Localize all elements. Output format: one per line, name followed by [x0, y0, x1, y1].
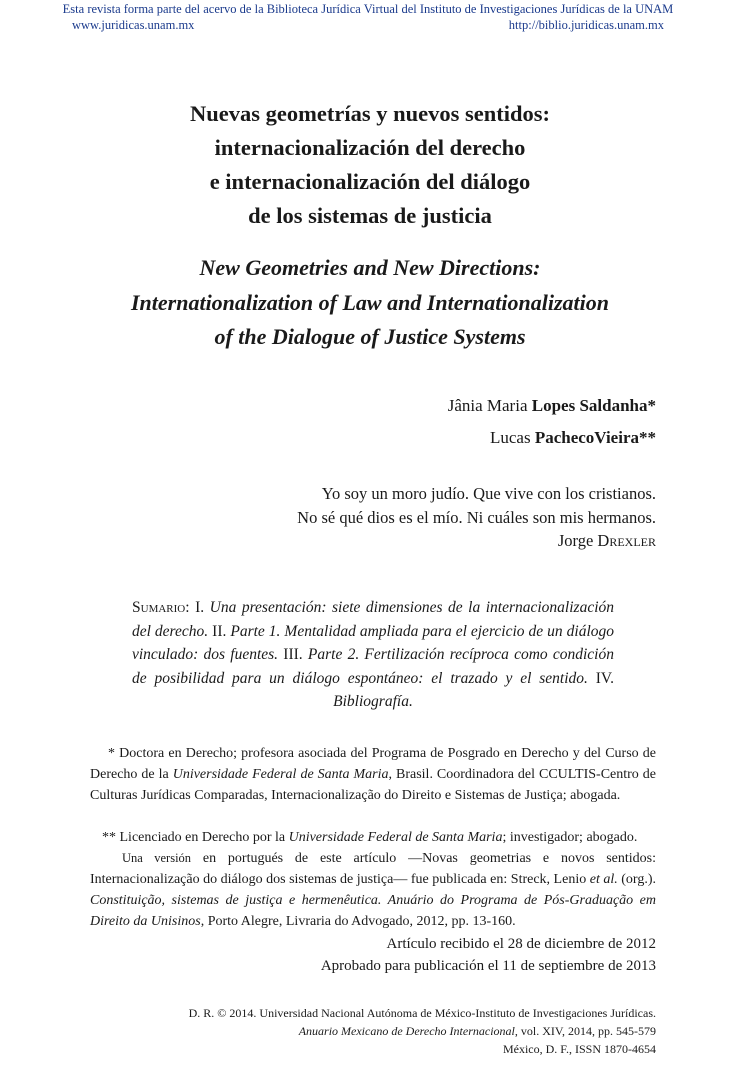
- footnote-2-marker: **: [102, 830, 116, 845]
- summary-section: Parte 1. Mentalidad ampliada para el ejercicio de un diálogo vinculado: dos fuentes.: [132, 622, 614, 663]
- author-2-first-name: Lucas: [489, 428, 531, 447]
- footnote-2-university: Universidade Federal de Santa Maria: [288, 830, 503, 845]
- summary-num: III.: [283, 646, 303, 663]
- approved-date: Aprobado para publicación el 11 de septiembre de 2013: [320, 958, 656, 974]
- issn-line: México, D. F., ISSN 1870-4654: [502, 1042, 656, 1056]
- epigraph-line: Yo soy un moro judío. Que vive con los cristianos.: [321, 484, 656, 503]
- title-en-line: Internationalization of Law and Internationalization: [130, 289, 610, 315]
- title-es-line: Nuevas geometrías y nuevos sentidos:: [190, 101, 550, 126]
- summary-label: Sumario:: [132, 599, 190, 616]
- juridicas-url-link[interactable]: www.juridicas.unam.mx: [72, 18, 195, 32]
- epigraph-author-last: Drexler: [597, 531, 656, 550]
- journal-volume: , vol. XIV, 2014, pp. 545-579: [514, 1024, 656, 1038]
- title-en-line: of the Dialogue of Justice Systems: [214, 324, 526, 349]
- summary-num: IV.: [595, 669, 614, 687]
- received-date: Artículo recibido el 28 de diciembre de 2012: [386, 936, 656, 952]
- title-es-line: de los sistemas de justicia: [248, 203, 492, 228]
- footnote-3-lead: Una versión: [122, 851, 192, 865]
- footnote-2-text-end: ; investigador; abogado.: [502, 830, 638, 845]
- epigraph-author-first: Jorge: [557, 531, 594, 550]
- footnote-2: [90, 827, 656, 848]
- footnote-1-university: Universidade Federal de Santa Maria: [172, 767, 389, 782]
- footnote-3-text-end: , Porto Alegre, Livraria do Advogado, 2012, pp. 13-160.: [200, 914, 516, 929]
- epigraph-author: [558, 531, 656, 551]
- journal-name: Anuario Mexicano de Derecho Internacional: [298, 1024, 515, 1038]
- footnote-3-etal: et al.: [589, 872, 618, 887]
- epigraph-line: No sé qué dios es el mío. Ni cuáles son mis hermanos.: [297, 508, 656, 527]
- title-en-line: New Geometries and New Directions:: [199, 255, 541, 280]
- summary-section: Una presentación: siete dimensiones de la internacionalización del derecho.: [132, 599, 615, 640]
- journal-citation: [299, 1024, 656, 1039]
- footnote-3-text: en portugués de este artículo —Novas geometrias e novos sentidos: Internacionalização do diálogo dos sistemas de justiça— fue publicada en: Streck, Lenio: [90, 851, 656, 887]
- footnote-3-book-title: Constituição, sistemas de justiça e hermenêutica. Anuário do Programa de Pós-Graduação em Direito da Unisinos: [90, 893, 656, 929]
- summary-num: I.: [195, 599, 205, 616]
- summary-num: II.: [212, 622, 227, 640]
- author-1-first-name: Jânia Maria: [447, 396, 528, 415]
- summary-section: Parte 2. Fertilización recíproca como condición de posibilidad para un diálogo espontáneo: el trazado y el sentido.: [132, 646, 614, 687]
- title-es-line: internacionalización del derecho: [214, 135, 526, 160]
- footnote-3: [90, 848, 656, 932]
- article-title-english: [60, 251, 680, 355]
- author-2: [490, 428, 656, 448]
- author-2-last-name: PachecoVieira**: [534, 428, 656, 447]
- footnote-1-marker: *: [108, 746, 115, 761]
- summary-block: [132, 596, 614, 714]
- footnote-1-text: Doctora en Derecho; profesora asociada del Programa de Posgrado en Derecho y del Curso de Derecho de la: [90, 746, 656, 782]
- summary-section: Bibliografía.: [333, 693, 413, 710]
- author-1-last-name: Lopes Saldanha*: [531, 396, 656, 415]
- copyright-line: D. R. © 2014. Universidad Nacional Autónoma de México-Instituto de Investigaciones Jurídicas.: [188, 1006, 656, 1020]
- article-title-spanish: [90, 97, 650, 233]
- footnote-1: [90, 743, 656, 806]
- footnote-1-text-end: , Brasil. Coordinadora del CCULTIS-Centro de Culturas Jurídicas Comparadas, Internacionalização do Direito e Sistemas de Justiça; abogada.: [90, 767, 657, 803]
- footnote-3-org: (org.).: [621, 872, 656, 887]
- biblio-url-link[interactable]: http://biblio.juridicas.unam.mx: [508, 18, 664, 32]
- repository-banner: Esta revista forma parte del acervo de la Biblioteca Jurídica Virtual del Instituto de Investigaciones Jurídicas de la UNAM: [62, 2, 674, 16]
- author-1: [448, 396, 656, 416]
- title-es-line: e internacionalización del diálogo: [209, 169, 531, 194]
- footnote-2-text: Licenciado en Derecho por la: [119, 830, 286, 845]
